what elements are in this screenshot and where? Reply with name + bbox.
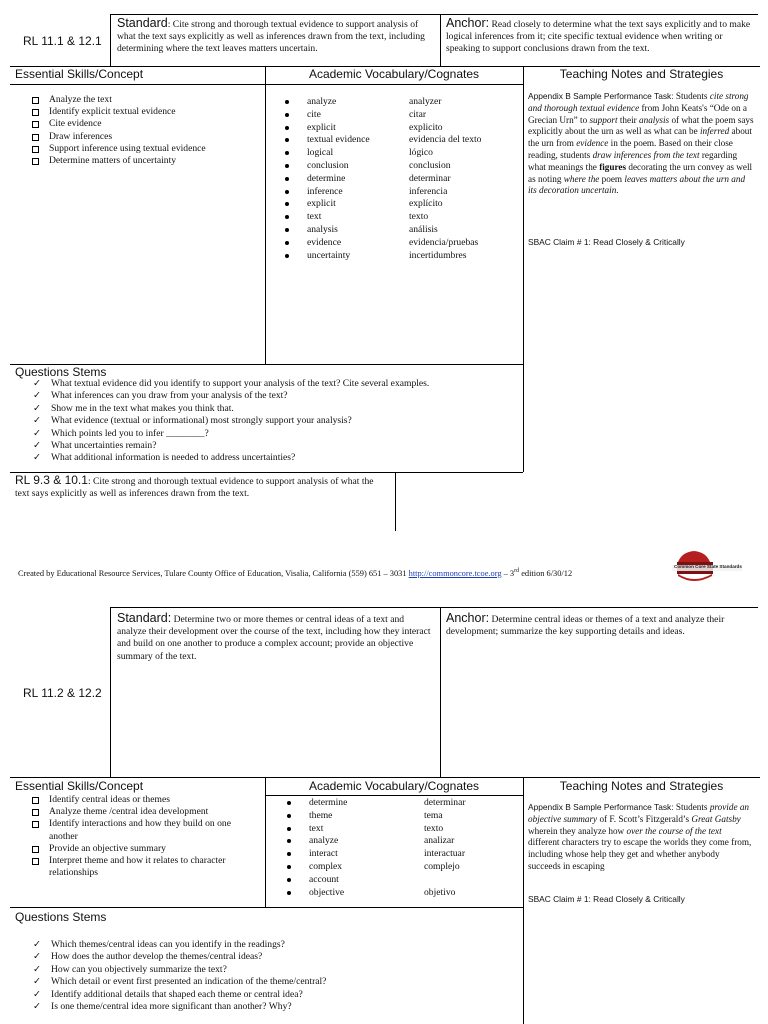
rl-11-1-label: RL 11.1 & 12.1	[23, 34, 102, 48]
vocab-row: objective objetivo	[287, 887, 517, 900]
vocab-row: analysis análisis	[285, 224, 515, 237]
checkbox-square-icon	[32, 146, 39, 153]
list-item: ✓ Which detail or event first presented an indication of the theme/central?	[33, 976, 327, 988]
bottom-col-divider-2	[523, 777, 524, 1024]
standard-box-top	[117, 17, 435, 56]
list-item: ✓ Show me in the text what makes you think that.	[33, 402, 234, 414]
vocab-row: uncertainty incertidumbres	[285, 250, 515, 263]
bottom-mid-border	[440, 607, 441, 777]
list-item: Analyze theme /central idea development	[15, 806, 260, 818]
vocab-row: determine determinar	[287, 797, 517, 810]
bottom-questions-rule	[10, 907, 523, 908]
bullet-icon	[285, 228, 289, 232]
checkmark-icon: ✓	[33, 976, 41, 988]
list-item: ✓ What inferences can you draw from your analysis of the text?	[33, 390, 288, 402]
list-item: Draw inferences	[15, 131, 260, 143]
checkmark-icon: ✓	[33, 390, 41, 402]
checkmark-icon: ✓	[33, 988, 41, 1000]
checkbox-square-icon	[32, 134, 39, 141]
questions-list-bottom	[15, 939, 515, 1013]
commoncore-link[interactable]: http://commoncore.tcoe.org	[408, 568, 502, 578]
vocab-list-bottom	[287, 797, 517, 899]
checkbox-square-icon	[32, 858, 39, 865]
bullet-icon	[287, 827, 291, 831]
vocab-title: Academic Vocabulary/Cognates	[308, 67, 480, 81]
bullet-icon	[285, 100, 289, 104]
list-item: ✓ How can you objectively summarize the text?	[33, 963, 227, 975]
bullet-icon	[287, 814, 291, 818]
list-item: ✓ Which points led you to infer ________?	[33, 427, 209, 439]
notes-title: Teaching Notes and Strategies	[559, 779, 724, 793]
standard-label: Standard	[117, 16, 168, 30]
bullet-icon	[287, 891, 291, 895]
vocab-row: text texto	[287, 823, 517, 836]
sbac-claim-bottom: SBAC Claim # 1: Read Closely & Critically	[528, 894, 685, 904]
standard-text: Determine two or more themes or central ideas of a text and analyze their development over the course of the text, including how they interact and build on one another to produce a complex account; provide an objective summary of the text.	[117, 614, 431, 662]
checkbox-square-icon	[32, 821, 39, 828]
checkbox-square-icon	[32, 846, 39, 853]
checkmark-icon: ✓	[33, 963, 41, 975]
anchor-label: Anchor:	[446, 16, 490, 30]
anchor-label: Anchor:	[446, 611, 490, 625]
vocab-row: text texto	[285, 211, 515, 224]
vocab-row: textual evidence evidencia del texto	[285, 134, 515, 147]
vocab-row: inference inferencia	[285, 186, 515, 199]
bullet-icon	[285, 190, 289, 194]
vocab-list-top	[285, 96, 515, 262]
list-item: Interpret theme and how it relates to character relationships	[15, 855, 260, 879]
skills-list-bottom	[15, 794, 260, 879]
bottom-header-rule	[10, 777, 760, 778]
bullet-icon	[285, 138, 289, 142]
list-item: ✓ Identify additional details that shaped each theme or central idea?	[33, 988, 303, 1000]
notes-title: Teaching Notes and Strategies	[559, 67, 724, 81]
checkbox-square-icon	[32, 797, 39, 804]
top-rule	[110, 14, 758, 15]
skills-title: Essential Skills/Concept	[15, 779, 144, 793]
questions-title-bottom: Questions Stems	[15, 910, 107, 924]
teaching-notes-bottom: Appendix B Sample Performance Task: Students provide an objective summary of F. Scott’s Fitzgerald’s Great Gatsby wherein they analyze how over the course of the text different characters try to escape the worlds they come from, including whose help they get and whether anybody succeeds in escaping	[528, 802, 752, 871]
list-item: Determine matters of uncertainty	[15, 155, 260, 167]
questions-title-top: Questions Stems	[15, 365, 107, 379]
list-item: ✓ What evidence (textual or informational) most strongly support your analysis?	[33, 415, 352, 427]
list-item: ✓ Is one theme/central idea more significant than another? Why?	[33, 1001, 292, 1013]
list-item: Support inference using textual evidence	[15, 143, 260, 155]
bullet-icon	[287, 801, 291, 805]
vocab-row: cite citar	[285, 109, 515, 122]
bottom-vocab-header-rule	[265, 795, 523, 796]
vocab-row: evidence evidencia/pruebas	[285, 237, 515, 250]
anchor-box-top	[446, 17, 751, 56]
vocab-title: Academic Vocabulary/Cognates	[308, 779, 480, 793]
checkbox-square-icon	[32, 809, 39, 816]
checkmark-icon: ✓	[33, 440, 41, 452]
checkmark-icon: ✓	[33, 427, 41, 439]
bullet-icon	[287, 878, 291, 882]
vocab-row: theme tema	[287, 810, 517, 823]
bullet-icon	[285, 177, 289, 181]
checkmark-icon: ✓	[33, 1001, 41, 1013]
rl93-box	[15, 474, 390, 500]
bullet-icon	[285, 151, 289, 155]
checkbox-square-icon	[32, 158, 39, 165]
vocab-row: explicit explicito	[285, 122, 515, 135]
checkbox-square-icon	[32, 97, 39, 104]
checkbox-square-icon	[32, 121, 39, 128]
list-item: ✓ Which themes/central ideas can you identify in the readings?	[33, 939, 285, 950]
vocab-row: logical lógico	[285, 147, 515, 160]
bullet-icon	[287, 839, 291, 843]
skills-header-rule	[10, 84, 265, 85]
standard-box-bottom	[117, 612, 435, 663]
bullet-icon	[285, 164, 289, 168]
top-left-border	[110, 14, 111, 66]
vocab-row: determine determinar	[285, 173, 515, 186]
rl93-label: RL 9.3 & 10.1	[15, 473, 88, 487]
list-item: ✓ What textual evidence did you identify to support your analysis of the text? Cite several examples.	[33, 378, 430, 389]
bullet-icon	[285, 215, 289, 219]
list-item: ✓ What uncertainties remain?	[33, 440, 157, 452]
list-item: ✓ What additional information is needed to address uncertainties?	[33, 452, 296, 464]
anchor-text: Read closely to determine what the text says explicitly and to make logical inferences from it; cite specific textual evidence when writing or speaking to support conclusions drawn from the text.	[446, 19, 751, 55]
vocab-row: explicit explícito	[285, 198, 515, 211]
checkmark-icon: ✓	[33, 951, 41, 963]
bullet-icon	[287, 852, 291, 856]
rl93-right-border	[395, 472, 396, 531]
sbac-claim-top: SBAC Claim # 1: Read Closely & Critically	[528, 237, 685, 247]
bullet-icon	[285, 254, 289, 258]
col-divider-1	[265, 66, 266, 364]
vocab-row: account	[287, 874, 517, 887]
vocab-row: analyze analyzer	[285, 96, 515, 109]
top-mid-border	[440, 14, 441, 66]
questions-list-top	[15, 378, 515, 465]
bullet-icon	[285, 202, 289, 206]
checkmark-icon: ✓	[33, 378, 41, 389]
rl-11-2-label: RL 11.2 & 12.2	[23, 686, 102, 700]
footer-credit: Created by Educational Resource Services, Tulare County Office of Education, Visalia, California (559) 651 – 3031 http://commoncore.tcoe.org – 3rd edition 6/30/12	[18, 568, 573, 578]
bottom-top-rule	[110, 607, 758, 608]
bullet-icon	[285, 241, 289, 245]
logo-text: Common Core State Standards	[674, 564, 742, 569]
vocab-row: conclusion conclusion	[285, 160, 515, 173]
bottom-col-divider-1	[265, 777, 266, 907]
bullet-icon	[285, 126, 289, 130]
common-core-logo	[672, 548, 742, 588]
teaching-notes-top: Appendix B Sample Performance Task: Students cite strong and thorough textual evidence from John Keats's “Ode on a Grecian Urn” to support their analysis of what the poem says explicitly about the urn as well as what can be inferred about the urn from evidence in the poem. Based on their close reading, students draw inferences from the text regarding what meanings the figures decorating the urn convey as well as noting where the poem leaves matters about the urn and its decoration uncertain.	[528, 91, 754, 196]
skills-list-top	[15, 94, 260, 167]
skills-title: Essential Skills/Concept	[15, 67, 144, 81]
checkmark-icon: ✓	[33, 402, 41, 414]
checkmark-icon: ✓	[33, 452, 41, 464]
standard-label: Standard:	[117, 611, 172, 625]
checkmark-icon: ✓	[33, 415, 41, 427]
bullet-icon	[287, 865, 291, 869]
list-item: Identify explicit textual evidence	[15, 106, 260, 118]
checkmark-icon: ✓	[33, 939, 41, 950]
vocab-header-rule	[265, 84, 523, 85]
list-item: Provide an objective summary	[15, 843, 260, 855]
list-item: Identify central ideas or themes	[15, 794, 260, 806]
list-item: Analyze the text	[15, 94, 260, 106]
vocab-row: interact interactuar	[287, 848, 517, 861]
anchor-box-bottom	[446, 612, 756, 638]
standard-text: : Cite strong and thorough textual evidence to support analysis of what the text says explicitly as well as inferences drawn from the text, including determining where the text leaves matters uncertain.	[117, 19, 425, 55]
rl93-text: : Cite strong and thorough textual evidence to support analysis of what the text says explicitly as well as inferences drawn from the text.	[15, 476, 374, 500]
list-item: Cite evidence	[15, 118, 260, 130]
bottom-left-border	[110, 607, 111, 777]
vocab-row: complex complejo	[287, 861, 517, 874]
list-item: ✓ How does the author develop the themes/central ideas?	[33, 951, 263, 963]
list-item: Identify interactions and how they build on one another	[15, 818, 260, 842]
anchor-text: Determine central ideas or themes of a text and analyze their development; summarize the key supporting details and ideas.	[446, 614, 725, 638]
checkbox-square-icon	[32, 109, 39, 116]
col-divider-2	[523, 66, 524, 472]
vocab-row: analyze analizar	[287, 835, 517, 848]
bullet-icon	[285, 113, 289, 117]
